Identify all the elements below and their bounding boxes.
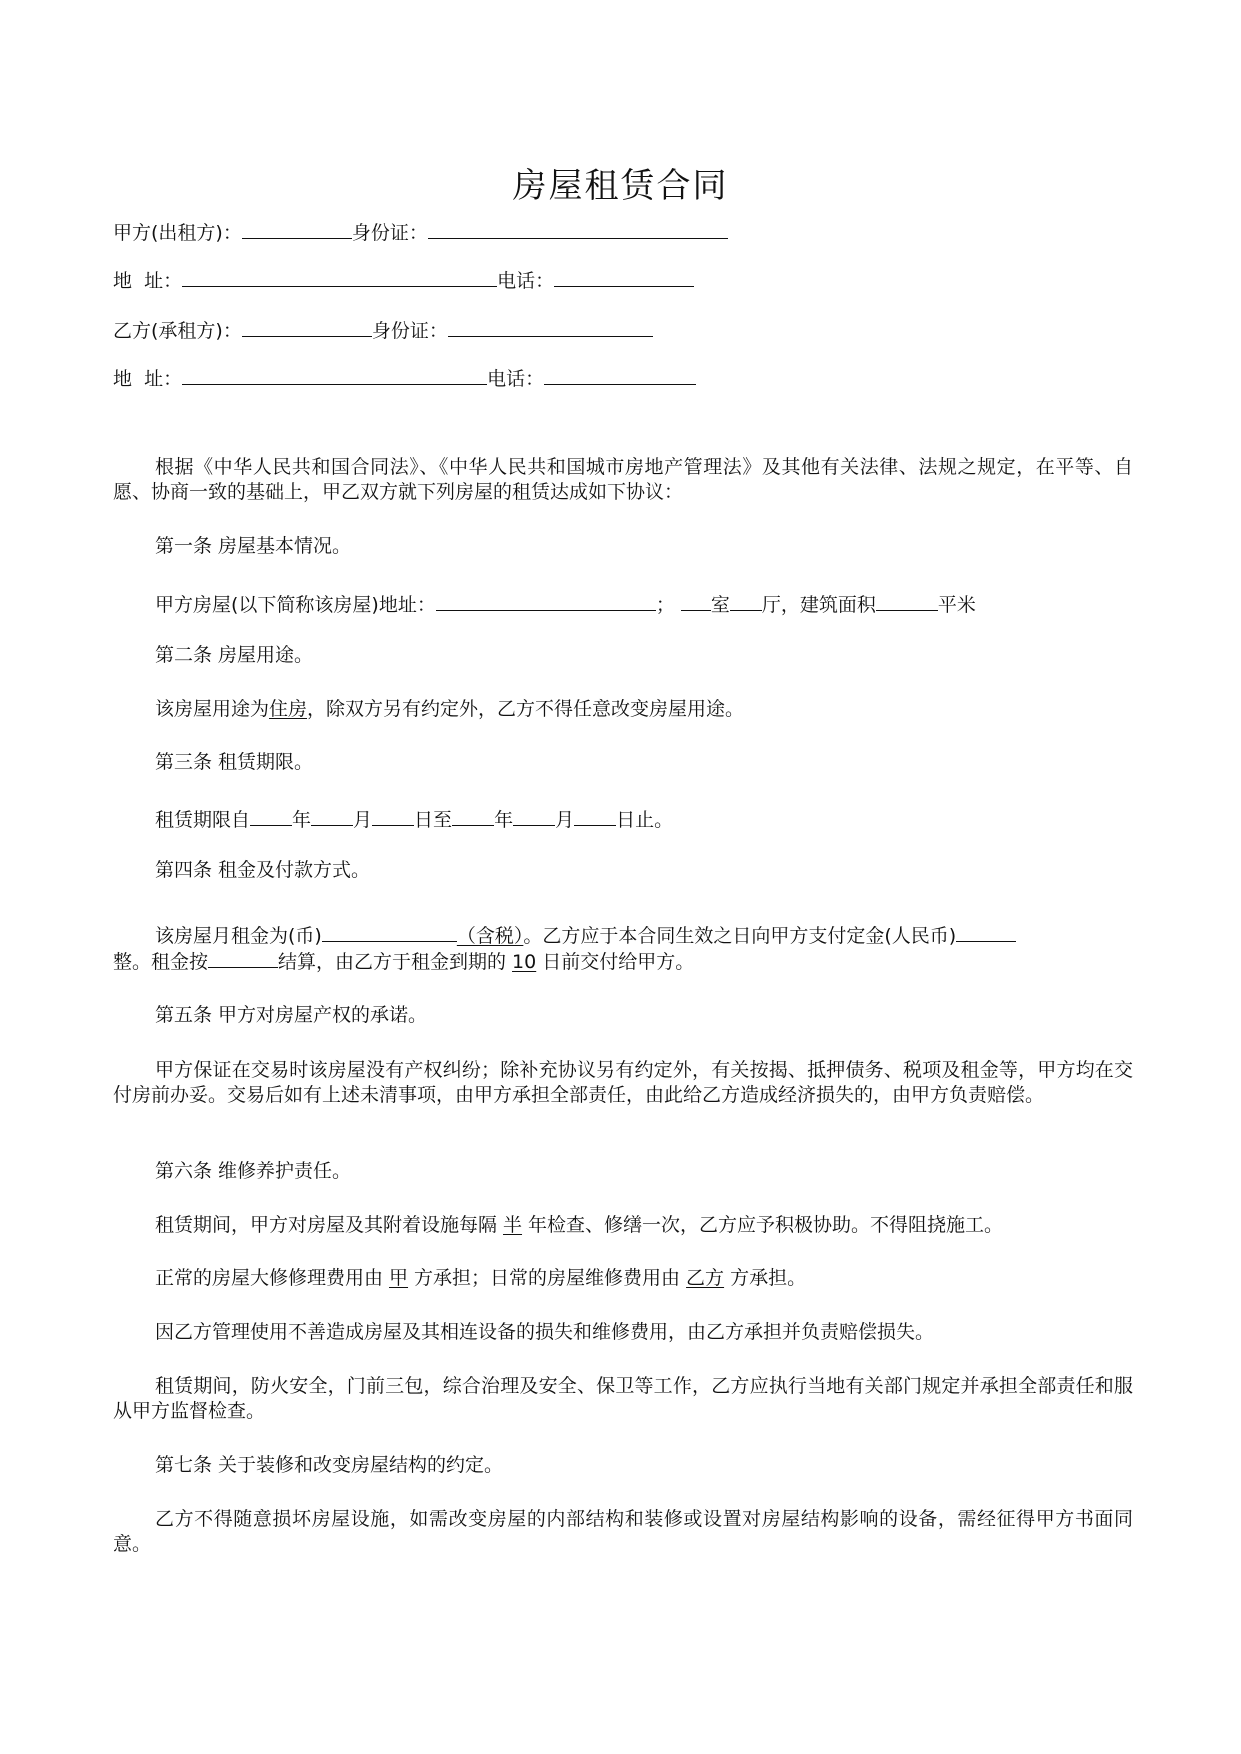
party-a-label: 甲方(出租方)： [113,222,242,244]
daily-repair-text: 方承担；日常的房屋维修费用由 [414,1267,681,1289]
article-1-body [113,590,1175,618]
deposit-label: 。乙方应于本合同生效之日向甲方支付定金(人民币) [523,925,957,947]
party-b-phone-label: 电话： [487,368,545,390]
year-label: 年 [292,809,312,831]
article-2-text-a: 该房屋用途为 [155,698,270,720]
inspection-period: 半 [503,1214,523,1236]
party-b-line [113,316,1133,344]
daily-repair-end: 方承担。 [730,1267,807,1289]
area-blank[interactable] [876,590,938,611]
day-to-label: 日至 [414,809,453,831]
party-b-id-blank[interactable] [448,316,653,337]
party-a-name-blank[interactable] [242,218,352,239]
party-b-address-line [113,364,1133,392]
rent-label: 该房屋月租金为(币) [155,925,322,947]
party-a-id-label: 身份证： [351,222,428,244]
party-b-address-label: 地 址： [113,368,183,390]
due-days: 10 [512,951,537,973]
party-a-phone-blank[interactable] [554,266,694,287]
article-4-heading: 第四条 租金及付款方式。 [155,859,371,881]
page-title: 房屋租赁合同 [512,166,729,206]
party-b-id-label: 身份证： [371,320,448,342]
article-1-text: 甲方房屋(以下简称该房屋)地址： [155,594,436,616]
article-3-body [113,805,1175,833]
party-a-address-label: 地 址： [113,270,183,292]
end-day-blank[interactable] [574,805,616,826]
preamble: 根据《中华人民共和国合同法》、《中华人民共和国城市房地产管理法》及其他有关法律、法规之规定，在平等、自愿、协商一致的基础上，甲乙双方就下列房屋的租赁达成如下协议： [113,456,1133,503]
article-5-heading: 第五条 甲方对房屋产权的承诺。 [155,1004,428,1026]
major-repair-text: 正常的房屋大修修理费用由 [155,1267,384,1289]
end-month-blank[interactable] [513,805,555,826]
lease-from-label: 租赁期限自 [155,809,251,831]
article-5-body: 甲方保证在交易时该房屋没有产权纠纷；除补充协议另有约定外，有关按揭、抵押债务、税项及租金等，甲方均在交付房前办妥。交易后如有上述未清事项，由甲方承担全部责任，由此给乙方造成经济损失的，由甲方负责赔偿。 [113,1059,1133,1106]
rent-blank[interactable] [322,921,457,942]
article-6-heading: 第六条 维修养护责任。 [155,1160,352,1182]
article-6-para-4: 租赁期间，防火安全，门前三包，综合治理及安全、保卫等工作，乙方应执行当地有关部门规定并承担全部责任和服从甲方监督检查。 [113,1375,1133,1422]
article-6-para-1 [113,1213,1175,1238]
start-day-blank[interactable] [372,805,414,826]
party-b-phone-blank[interactable] [544,364,696,385]
party-a-address-line [113,266,1133,294]
settle-blank[interactable] [208,947,278,968]
party-b-name-blank[interactable] [242,316,372,337]
article-3-heading: 第三条 租赁期限。 [155,751,314,773]
month-label: 月 [555,809,575,831]
major-repair-party: 甲 [389,1267,409,1289]
year-label: 年 [494,809,514,831]
party-b-label: 乙方(承租方)： [113,320,242,342]
article-4-body-line2 [113,947,1133,975]
article-2-body [113,697,1175,722]
article-6-para-3: 因乙方管理使用不善造成房屋及其相连设备的损失和维修费用，由乙方承担并负责赔偿损失。 [155,1321,935,1343]
party-a-phone-label: 电话： [497,270,555,292]
inspection-text-a: 租赁期间，甲方对房屋及其附着设施每隔 [155,1214,498,1236]
party-b-address-blank[interactable] [182,364,487,385]
settle-label: 整。租金按 [113,951,209,973]
rooms-blank[interactable] [681,590,711,611]
start-month-blank[interactable] [311,805,353,826]
article-7-body: 乙方不得随意损坏房屋设施，如需改变房屋的内部结构和装修或设置对房屋结构影响的设备，需经征得甲方书面同意。 [113,1508,1133,1555]
rooms-label: 室 [710,594,730,616]
halls-area-label: 厅，建筑面积 [761,594,876,616]
party-a-line [113,218,1133,246]
house-address-blank[interactable] [436,590,656,611]
article-1-sep: ； [655,594,675,616]
tax-included: （含税） [456,925,524,947]
area-unit: 平米 [937,594,976,616]
article-6-para-2 [113,1266,1175,1291]
start-year-blank[interactable] [250,805,292,826]
party-a-id-blank[interactable] [428,218,728,239]
due-end-label: 日前交付给甲方。 [542,951,695,973]
article-2-text-b: ，除双方另有约定外，乙方不得任意改变房屋用途。 [307,698,745,720]
article-7-heading: 第七条 关于装修和改变房屋结构的约定。 [155,1454,504,1476]
article-2-heading: 第二条 房屋用途。 [155,644,314,666]
party-a-address-blank[interactable] [182,266,497,287]
inspection-text-b: 年检查、修缮一次，乙方应予积极协助。不得阻挠施工。 [528,1214,1004,1236]
article-4-body-line1 [113,921,1175,949]
end-year-blank[interactable] [452,805,494,826]
house-use: 住房 [269,698,308,720]
halls-blank[interactable] [730,590,762,611]
article-1-heading: 第一条 房屋基本情况。 [155,535,352,557]
day-end-label: 日止。 [616,809,674,831]
month-label: 月 [353,809,373,831]
due-label: 结算，由乙方于租金到期的 [278,951,507,973]
daily-repair-party: 乙方 [686,1267,725,1289]
deposit-blank[interactable] [956,921,1016,942]
